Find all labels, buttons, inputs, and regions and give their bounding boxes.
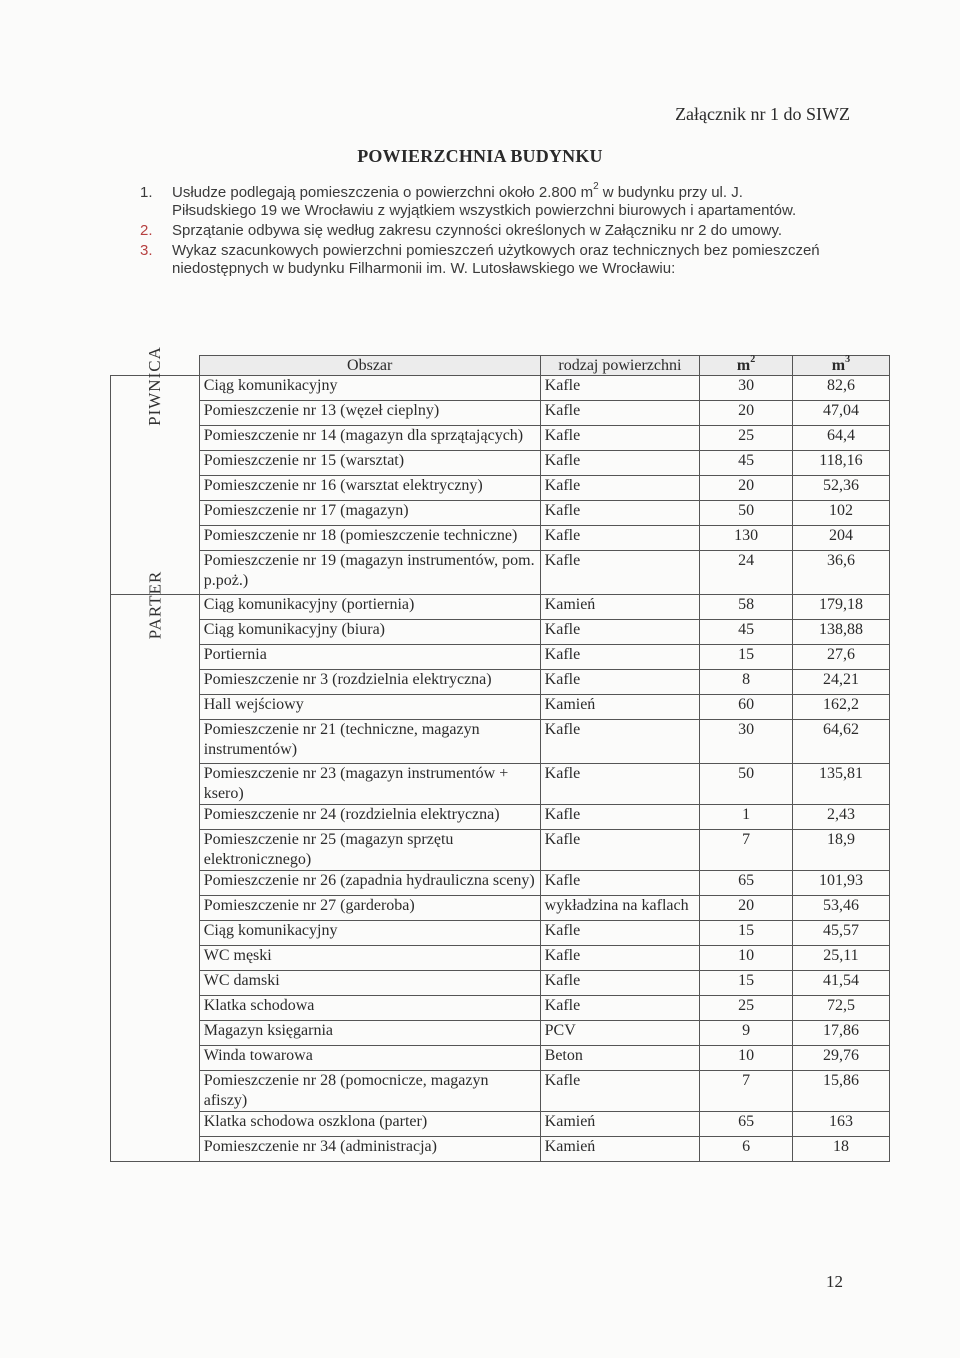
cell-area: Ciąg komunikacyjny bbox=[199, 376, 540, 401]
table-row bbox=[111, 1112, 890, 1137]
cell-m3: 47,04 bbox=[792, 401, 889, 426]
group-label-parter: PARTER bbox=[111, 595, 200, 1162]
cell-m3: 2,43 bbox=[792, 805, 889, 830]
cell-m3: 52,36 bbox=[792, 476, 889, 501]
cell-type: Kamień bbox=[540, 695, 700, 720]
cell-m2: 15 bbox=[700, 645, 793, 670]
cell-type: Kafle bbox=[540, 376, 700, 401]
cell-area: Ciąg komunikacyjny (portiernia) bbox=[199, 595, 540, 620]
header-area: Obszar bbox=[199, 356, 540, 376]
cell-type: Kafle bbox=[540, 476, 700, 501]
table-row bbox=[111, 720, 890, 764]
cell-type: Kafle bbox=[540, 451, 700, 476]
cell-m3: 64,62 bbox=[792, 720, 889, 764]
cell-type: Kafle bbox=[540, 720, 700, 764]
cell-m3: 82,6 bbox=[792, 376, 889, 401]
cell-area: Pomieszczenie nr 17 (magazyn) bbox=[199, 501, 540, 526]
cell-area: Pomieszczenie nr 27 (garderoba) bbox=[199, 896, 540, 921]
cell-m3: 17,86 bbox=[792, 1021, 889, 1046]
cell-type: Kafle bbox=[540, 501, 700, 526]
cell-type: Beton bbox=[540, 1046, 700, 1071]
intro-item bbox=[140, 222, 830, 240]
cell-m2: 45 bbox=[700, 451, 793, 476]
cell-type: Kafle bbox=[540, 401, 700, 426]
table-row bbox=[111, 645, 890, 670]
cell-area: Pomieszczenie nr 34 (administracja) bbox=[199, 1137, 540, 1162]
table-row bbox=[111, 1137, 890, 1162]
cell-m2: 25 bbox=[700, 996, 793, 1021]
intro-number: 1. bbox=[140, 184, 153, 201]
cell-type: Kamień bbox=[540, 1137, 700, 1162]
table-row bbox=[111, 871, 890, 896]
cell-m2: 10 bbox=[700, 1046, 793, 1071]
table-row bbox=[111, 695, 890, 720]
cell-m2: 20 bbox=[700, 476, 793, 501]
cell-m2: 30 bbox=[700, 376, 793, 401]
cell-area: Pomieszczenie nr 25 (magazyn sprzętu elektronicznego) bbox=[199, 830, 540, 871]
cell-m2: 9 bbox=[700, 1021, 793, 1046]
table-row bbox=[111, 620, 890, 645]
cell-m3: 29,76 bbox=[792, 1046, 889, 1071]
table-row bbox=[111, 971, 890, 996]
cell-type: Kafle bbox=[540, 805, 700, 830]
cell-type: Kafle bbox=[540, 996, 700, 1021]
table-row bbox=[111, 451, 890, 476]
cell-m3: 25,11 bbox=[792, 946, 889, 971]
table-row bbox=[111, 1046, 890, 1071]
cell-area: Klatka schodowa bbox=[199, 996, 540, 1021]
intro-list bbox=[140, 181, 830, 280]
header-m2: $m^2$ bbox=[700, 356, 793, 376]
cell-m2: 60 bbox=[700, 695, 793, 720]
table-row bbox=[111, 996, 890, 1021]
cell-m2: 30 bbox=[700, 720, 793, 764]
table-row bbox=[111, 501, 890, 526]
cell-area: Hall wejściowy bbox=[199, 695, 540, 720]
cell-m2: 58 bbox=[700, 595, 793, 620]
table-row bbox=[111, 670, 890, 695]
cell-area: Pomieszczenie nr 15 (warsztat) bbox=[199, 451, 540, 476]
cell-m2: 65 bbox=[700, 871, 793, 896]
intro-text: Sprzątanie odbywa się według zakresu czynności określonych w Załączniku nr 2 do umowy. bbox=[172, 222, 783, 239]
table-row bbox=[111, 426, 890, 451]
cell-area: Winda towarowa bbox=[199, 1046, 540, 1071]
intro-item bbox=[140, 242, 830, 278]
cell-m2: 50 bbox=[700, 501, 793, 526]
cell-type: Kamień bbox=[540, 595, 700, 620]
cell-area: Pomieszczenie nr 26 (zapadnia hydrauliczna sceny) bbox=[199, 871, 540, 896]
cell-type: Kafle bbox=[540, 551, 700, 595]
cell-area: Pomieszczenie nr 28 (pomocnicze, magazyn afiszy) bbox=[199, 1071, 540, 1112]
cell-m3: 18 bbox=[792, 1137, 889, 1162]
cell-m3: 15,86 bbox=[792, 1071, 889, 1112]
table-row bbox=[111, 764, 890, 805]
cell-m3: 72,5 bbox=[792, 996, 889, 1021]
cell-m3: 45,57 bbox=[792, 921, 889, 946]
cell-m3: 204 bbox=[792, 526, 889, 551]
cell-m3: 135,81 bbox=[792, 764, 889, 805]
superscript: 2 bbox=[593, 181, 599, 192]
table-row bbox=[111, 946, 890, 971]
table-row bbox=[111, 896, 890, 921]
table-row bbox=[111, 830, 890, 871]
cell-m3: 163 bbox=[792, 1112, 889, 1137]
cell-area: Pomieszczenie nr 18 (pomieszczenie techniczne) bbox=[199, 526, 540, 551]
cell-area: WC męski bbox=[199, 946, 540, 971]
cell-m3: 138,88 bbox=[792, 620, 889, 645]
cell-type: Kafle bbox=[540, 921, 700, 946]
cell-area: Klatka schodowa oszklona (parter) bbox=[199, 1112, 540, 1137]
cell-m3: 53,46 bbox=[792, 896, 889, 921]
intro-text: Wykaz szacunkowych powierzchni pomieszczeń użytkowych oraz technicznych bez pomieszczeń niedostępnych w budynku Filharmonii im. W. Lutosławskiego we Wrocławiu: bbox=[172, 242, 820, 277]
table-row bbox=[111, 595, 890, 620]
page-number: 12 bbox=[826, 1272, 843, 1291]
cell-m2: 20 bbox=[700, 401, 793, 426]
table-row bbox=[111, 551, 890, 595]
intro-item bbox=[140, 181, 830, 220]
cell-type: Kafle bbox=[540, 620, 700, 645]
header-type: rodzaj powierzchni bbox=[540, 356, 700, 376]
cell-m3: 102 bbox=[792, 501, 889, 526]
table-row bbox=[111, 401, 890, 426]
cell-type: Kafle bbox=[540, 526, 700, 551]
cell-m2: 8 bbox=[700, 670, 793, 695]
cell-m2: 24 bbox=[700, 551, 793, 595]
document-title: POWIERZCHNIA BUDYNKU bbox=[357, 146, 603, 166]
cell-type: wykładzina na kaflach bbox=[540, 896, 700, 921]
cell-m2: 45 bbox=[700, 620, 793, 645]
cell-type: Kafle bbox=[540, 670, 700, 695]
cell-area: Portiernia bbox=[199, 645, 540, 670]
intro-number: 3. bbox=[140, 242, 153, 259]
table-row bbox=[111, 376, 890, 401]
table-row bbox=[111, 476, 890, 501]
cell-m2: 50 bbox=[700, 764, 793, 805]
cell-m3: 118,16 bbox=[792, 451, 889, 476]
area-table bbox=[110, 346, 890, 1162]
table-row bbox=[111, 526, 890, 551]
cell-m3: 179,18 bbox=[792, 595, 889, 620]
table-header-row bbox=[111, 356, 890, 376]
cell-m2: 20 bbox=[700, 896, 793, 921]
cell-area: Pomieszczenie nr 14 (magazyn dla sprzątających) bbox=[199, 426, 540, 451]
cell-type: Kafle bbox=[540, 971, 700, 996]
cell-m3: 162,2 bbox=[792, 695, 889, 720]
cell-m3: 41,54 bbox=[792, 971, 889, 996]
cell-area: Magazyn księgarnia bbox=[199, 1021, 540, 1046]
cell-type: Kafle bbox=[540, 764, 700, 805]
cell-m2: 7 bbox=[700, 1071, 793, 1112]
cell-area: Pomieszczenie nr 24 (rozdzielnia elektryczna) bbox=[199, 805, 540, 830]
cell-m2: 15 bbox=[700, 971, 793, 996]
cell-m3: 18,9 bbox=[792, 830, 889, 871]
cell-area: Pomieszczenie nr 16 (warsztat elektryczny) bbox=[199, 476, 540, 501]
cell-m3: 64,4 bbox=[792, 426, 889, 451]
intro-text: Usłudze podlegają pomieszczenia o powierzchni około 2.800 m bbox=[172, 184, 594, 201]
cell-area: Ciąg komunikacyjny bbox=[199, 921, 540, 946]
cell-type: Kafle bbox=[540, 645, 700, 670]
cell-type: Kafle bbox=[540, 426, 700, 451]
cell-m2: 10 bbox=[700, 946, 793, 971]
cell-m3: 24,21 bbox=[792, 670, 889, 695]
cell-area: Pomieszczenie nr 21 (techniczne, magazyn instrumentów) bbox=[199, 720, 540, 764]
cell-m2: 25 bbox=[700, 426, 793, 451]
cell-m3: 36,6 bbox=[792, 551, 889, 595]
cell-m2: 6 bbox=[700, 1137, 793, 1162]
intro-number: 2. bbox=[140, 222, 153, 239]
cell-area: Ciąg komunikacyjny (biura) bbox=[199, 620, 540, 645]
cell-area: WC damski bbox=[199, 971, 540, 996]
cell-m2: 130 bbox=[700, 526, 793, 551]
table-row bbox=[111, 1071, 890, 1112]
cell-m2: 1 bbox=[700, 805, 793, 830]
cell-m2: 15 bbox=[700, 921, 793, 946]
annex-label: Załącznik nr 1 do SIWZ bbox=[675, 104, 850, 124]
cell-type: Kamień bbox=[540, 1112, 700, 1137]
header-m3: $m^3$ bbox=[792, 356, 889, 376]
cell-area: Pomieszczenie nr 23 (magazyn instrumentów + ksero) bbox=[199, 764, 540, 805]
cell-type: PCV bbox=[540, 1021, 700, 1046]
cell-type: Kafle bbox=[540, 946, 700, 971]
cell-m3: 27,6 bbox=[792, 645, 889, 670]
cell-type: Kafle bbox=[540, 871, 700, 896]
cell-area: Pomieszczenie nr 13 (węzeł cieplny) bbox=[199, 401, 540, 426]
cell-m3: 101,93 bbox=[792, 871, 889, 896]
cell-type: Kafle bbox=[540, 830, 700, 871]
cell-type: Kafle bbox=[540, 1071, 700, 1112]
table-row bbox=[111, 1021, 890, 1046]
table-row bbox=[111, 805, 890, 830]
cell-m2: 7 bbox=[700, 830, 793, 871]
table-row bbox=[111, 921, 890, 946]
cell-area: Pomieszczenie nr 3 (rozdzielnia elektryczna) bbox=[199, 670, 540, 695]
group-label-piwnica: PIWNICA bbox=[111, 376, 200, 595]
cell-area: Pomieszczenie nr 19 (magazyn instrumentów, pom. p.poż.) bbox=[199, 551, 540, 595]
cell-m2: 65 bbox=[700, 1112, 793, 1137]
intro-text-cont: w budynku przy ul. J. Piłsudskiego 19 we Wrocławiu z wyjątkiem wszystkich powierzchni biurowych i apartamentów. bbox=[172, 184, 797, 219]
